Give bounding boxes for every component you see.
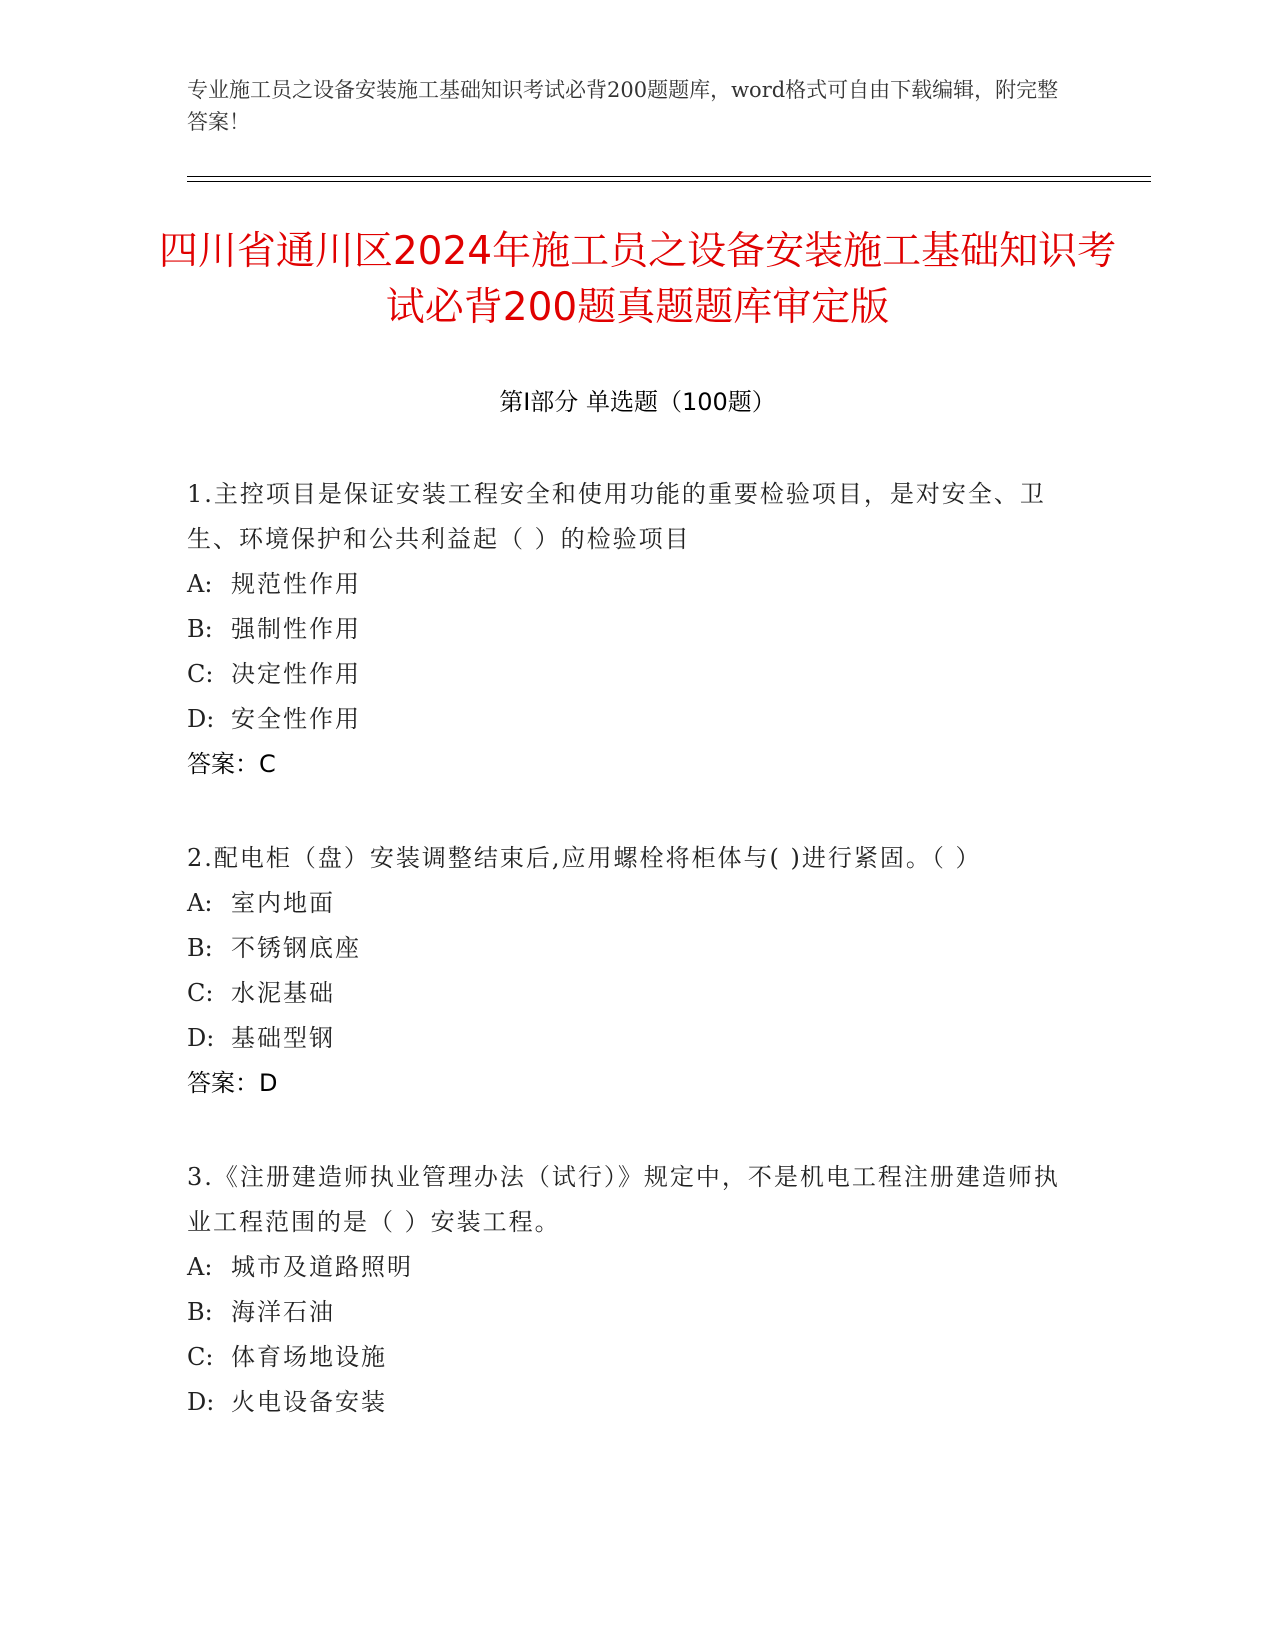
option-label: D: bbox=[187, 705, 215, 733]
document-title: 四川省通川区2024年施工员之设备安装施工基础知识考试必背200题真题题库审定版 bbox=[158, 229, 1117, 330]
option-text: 海洋石油 bbox=[231, 1298, 335, 1326]
option-label: C: bbox=[187, 660, 214, 688]
answer: 答案：D bbox=[187, 1069, 278, 1097]
option-text: 城市及道路照明 bbox=[231, 1253, 413, 1281]
option-label: A: bbox=[187, 889, 213, 917]
question-stem: 3.《注册建造师执业管理办法（试行）》规定中，不是机电工程注册建造师执业工程范围的是（ ）安装工程。 bbox=[187, 1163, 1060, 1236]
option-c bbox=[187, 652, 1067, 697]
option-text: 规范性作用 bbox=[231, 570, 361, 598]
question-stem: 1.主控项目是保证安装工程安全和使用功能的重要检验项目，是对安全、卫生、环境保护和公共利益起（ ）的检验项目 bbox=[187, 480, 1046, 553]
option-text: 室内地面 bbox=[231, 889, 335, 917]
option-c bbox=[187, 971, 1067, 1016]
option-text: 安全性作用 bbox=[231, 705, 361, 733]
option-a bbox=[187, 1245, 1067, 1290]
header-divider-bottom bbox=[187, 181, 1151, 182]
option-label: D: bbox=[187, 1024, 215, 1052]
question-2 bbox=[187, 836, 1067, 1106]
answer: 答案：C bbox=[187, 750, 276, 778]
header-divider-top bbox=[187, 176, 1151, 177]
option-label: C: bbox=[187, 1343, 214, 1371]
option-b bbox=[187, 607, 1067, 652]
option-label: B: bbox=[187, 1298, 213, 1326]
header-note: 专业施工员之设备安装施工基础知识考试必背200题题库，word格式可自由下载编辑，附完整答案！ bbox=[187, 78, 1059, 134]
question-3 bbox=[187, 1155, 1067, 1425]
option-label: C: bbox=[187, 979, 214, 1007]
option-text: 决定性作用 bbox=[231, 660, 361, 688]
option-d bbox=[187, 697, 1067, 742]
option-a bbox=[187, 562, 1067, 607]
option-a bbox=[187, 881, 1067, 926]
question-1 bbox=[187, 472, 1067, 787]
option-label: B: bbox=[187, 615, 213, 643]
section-heading: 第Ⅰ部分 单选题（100题） bbox=[499, 388, 776, 416]
option-text: 水泥基础 bbox=[231, 979, 335, 1007]
option-label: A: bbox=[187, 570, 213, 598]
option-label: B: bbox=[187, 934, 213, 962]
option-text: 强制性作用 bbox=[231, 615, 361, 643]
option-c bbox=[187, 1335, 1067, 1380]
question-list bbox=[187, 472, 1067, 1474]
option-b bbox=[187, 1290, 1067, 1335]
question-stem: 2.配电柜（盘）安装调整结束后,应用螺栓将柜体与( )进行紧固。（ ） bbox=[187, 844, 982, 872]
option-b bbox=[187, 926, 1067, 971]
option-label: D: bbox=[187, 1388, 215, 1416]
option-text: 体育场地设施 bbox=[231, 1343, 387, 1371]
option-label: A: bbox=[187, 1253, 213, 1281]
option-text: 火电设备安装 bbox=[231, 1388, 387, 1416]
option-text: 基础型钢 bbox=[231, 1024, 335, 1052]
option-d bbox=[187, 1016, 1067, 1061]
option-d bbox=[187, 1380, 1067, 1425]
option-text: 不锈钢底座 bbox=[231, 934, 361, 962]
